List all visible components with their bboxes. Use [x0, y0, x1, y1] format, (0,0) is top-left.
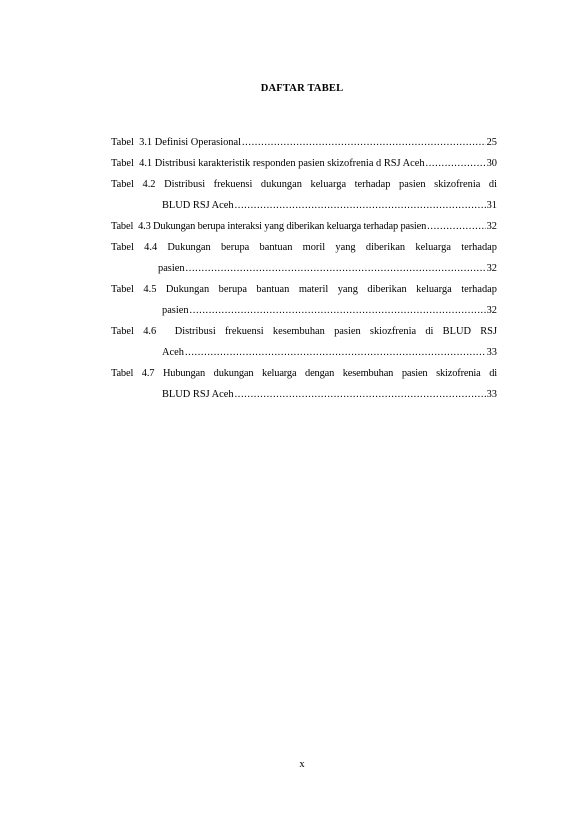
toc-entry-4-6-line1[interactable] [111, 325, 497, 338]
dot-leader [235, 388, 486, 401]
toc-entry-4-5-line1[interactable] [111, 283, 497, 296]
dot-leader [186, 262, 486, 275]
dot-leader [426, 157, 486, 170]
toc-entry-label-cont: BLUD RSJ Aceh [162, 389, 234, 400]
page-number: x [299, 759, 305, 770]
toc-entry-page: 33 [486, 389, 497, 400]
toc-entry-label-cont: pasien [158, 263, 185, 274]
toc-entry-4-5-line2[interactable] [162, 304, 497, 317]
toc-entry-4-6-line2[interactable] [162, 346, 497, 359]
toc-entry-label-cont: pasien [162, 305, 189, 316]
toc-entry-4-7-line1[interactable] [111, 367, 497, 380]
toc-entry-3-1[interactable] [111, 136, 497, 149]
toc-entry-page: 32 [486, 305, 497, 316]
toc-entry-4-1[interactable] [111, 157, 497, 170]
page-title: DAFTAR TABEL [260, 83, 344, 94]
toc-entry-4-4-line2[interactable] [158, 262, 497, 275]
toc-entry-page: 31 [486, 200, 497, 211]
toc-entry-page: 32 [486, 263, 497, 274]
toc-entry-4-3[interactable] [111, 220, 497, 233]
toc-entry-4-2-line1[interactable] [111, 178, 497, 191]
dot-leader [235, 199, 486, 212]
toc-entry-label: Tabel 4.5 Dukungan berupa bantuan materil yang diberikan keluarga terhadap [111, 284, 497, 295]
toc-entry-label-cont: BLUD RSJ Aceh [162, 200, 234, 211]
toc-entry-label-cont: Aceh [162, 347, 184, 358]
toc-entry-label: Tabel 4.3 Dukungan berupa interaksi yang diberikan keluarga terhadap pasien [111, 221, 427, 232]
toc-entry-label: Tabel 3.1 Definisi Operasional [111, 137, 241, 148]
dot-leader [190, 304, 486, 317]
toc-entry-page: 32 [486, 221, 497, 232]
toc-entry-4-7-line2[interactable] [162, 388, 497, 401]
dot-leader [242, 136, 486, 149]
toc-entry-page: 30 [486, 158, 497, 169]
toc-entry-label: Tabel 4.7 Hubungan dukungan keluarga dengan kesembuhan pasien skizofrenia di [111, 368, 497, 379]
toc-entry-4-2-line2[interactable] [162, 199, 497, 212]
toc-entry-label: Tabel 4.2 Distribusi frekuensi dukungan keluarga terhadap pasien skizofrenia di [111, 179, 497, 190]
dot-leader [185, 346, 486, 359]
toc-entry-page: 33 [486, 347, 497, 358]
toc-entry-label: Tabel 4.4 Dukungan berupa bantuan moril yang diberikan keluarga terhadap [111, 242, 497, 253]
toc-entry-label: Tabel 4.6 Distribusi frekuensi kesembuhan pasien skiozfrenia di BLUD RSJ [111, 326, 497, 337]
toc-entry-4-4-line1[interactable] [111, 241, 497, 254]
dot-leader [427, 220, 485, 233]
toc-entry-page: 25 [486, 137, 497, 148]
toc-entry-label: Tabel 4.1 Distribusi karakteristik responden pasien skizofrenia d RSJ Aceh [111, 158, 425, 169]
